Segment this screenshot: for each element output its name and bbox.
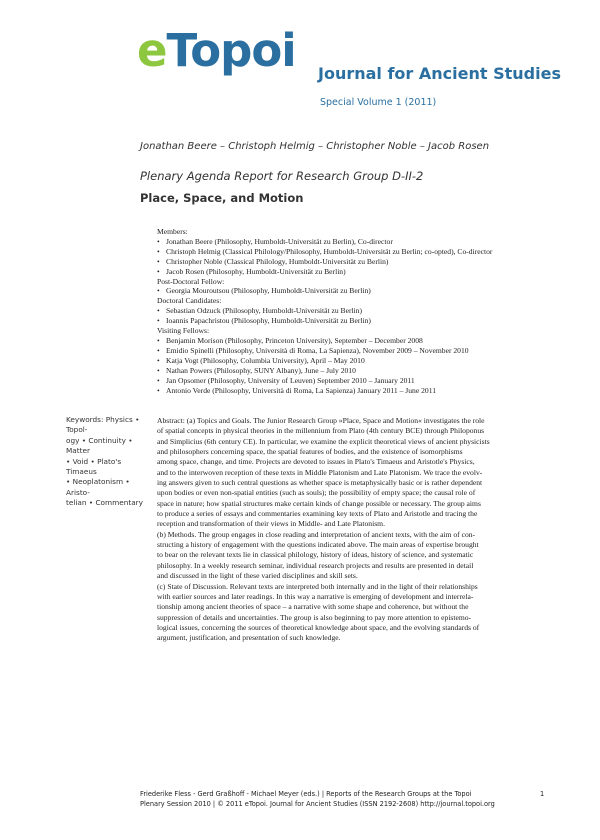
abstract-line: philosophy. In a weekly research seminar, individual research projects and results are presented in detail xyxy=(157,560,474,570)
abstract-line: and Simplicius (6th century CE). In particular, we examine the explicit theoretical views of ancient physicists xyxy=(157,436,490,446)
keywords-line: • Neoplatonism • Aristo- xyxy=(66,477,130,497)
visiting-item: • Nathan Powers (Philosophy, SUNY Albany), June – July 2010 xyxy=(157,366,557,376)
visiting-heading: Visiting Fellows: xyxy=(157,326,210,336)
abstract-line: and discussed in the light of these varied disciplines and skill sets. xyxy=(157,571,358,581)
report-title: Plenary Agenda Report for Research Group D-II-2 xyxy=(140,169,424,183)
authors: Jonathan Beere – Christoph Helmig – Christopher Noble – Jacob Rosen xyxy=(140,141,490,152)
abstract xyxy=(157,416,552,644)
abstract-line: structing a history of engagement with the questions indicated above. The main areas of expertise brought xyxy=(157,540,479,550)
visiting-item: • Antonio Verde (Philosophy, Università di Roma, La Sapienza) January 2011 – June 2011 xyxy=(157,386,557,396)
page-title: Place, Space, and Motion xyxy=(140,191,304,205)
abstract-line: of spatial concepts in physical theories in the millennium from Plato (4th century BCE) through Philoponus xyxy=(157,426,485,436)
keywords-line: Physics • Topol- xyxy=(66,415,140,435)
doctoral-item: • Ioannis Papachristou (Philosophy, Humboldt-Universität zu Berlin) xyxy=(157,316,557,326)
logo-e: e xyxy=(137,24,167,77)
footer-line: Friederike Fless - Gerd Graßhoff - Michael Meyer (eds.) | Reports of the Research Groups at the Topoi xyxy=(140,790,472,798)
abstract-line: to produce a series of essays and commentaries examining key texts of Plato and Aristotle and tracing the xyxy=(157,509,478,519)
postdoc-item: • Georgia Mouroutsou (Philosophy, Humboldt-Universität zu Berlin) xyxy=(157,286,557,296)
abstract-line: to bear on the relevant texts lie in classical philology, history of ideas, history of science, and systematic xyxy=(157,550,474,560)
keywords-line: • Void • Plato's Timaeus xyxy=(66,456,122,477)
members-heading: Members: xyxy=(157,227,188,236)
visiting-item: • Jan Opsomer (Philosophy, University of Leuven) September 2010 – January 2011 xyxy=(157,376,557,386)
keywords-line: telian • Commentary xyxy=(66,498,143,508)
member-item: • Christoph Helmig (Classical Philology/Philosophy, Humboldt-Universität zu Berlin; co-opted), Co-director xyxy=(157,247,557,257)
postdoc-heading: Post-Doctoral Fellow: xyxy=(157,276,225,286)
doctoral-heading: Doctoral Candidates: xyxy=(157,296,222,306)
abstract-line: among space, change, and time. Projects are devoted to issues in Plato's Timaeus and Aristotle's Physics, xyxy=(157,457,475,467)
abstract-line: argument, justification, and presentation of such knowledge. xyxy=(157,633,341,643)
abstract-line: with earlier sources and later readings. In this way a narrative is emerging of development and interrela- xyxy=(157,591,474,601)
footer-citation xyxy=(140,790,495,809)
member-item: • Jonathan Beere (Philosophy, Humboldt-Universität zu Berlin), Co-director xyxy=(157,237,557,247)
abstract-line: (b) Methods. The group engages in close reading and interpretation of ancient texts, with the aim of con- xyxy=(157,529,476,539)
abstract-line: reception and transformation of their views in Middle- and Late Platonism. xyxy=(157,519,385,529)
member-item: • Jacob Rosen (Philosophy, Humboldt-Universität zu Berlin) xyxy=(157,267,557,277)
abstract-line: logical issues, concerning the sources of theoretical knowledge about space, and the evolving standards of xyxy=(157,622,480,632)
abstract-line: and philosophers concerning space, the spatial features of bodies, and the existence of isomorphisms xyxy=(157,447,463,457)
special-volume: Special Volume 1 (2011) xyxy=(320,97,437,108)
visiting-item: • Emidio Spinelli (Philosophy, Università di Roma, La Sapienza), November 2009 – November 2010 xyxy=(157,346,557,356)
keywords-label: Keywords: xyxy=(66,415,104,424)
etopoi-logo xyxy=(137,24,296,77)
abstract-line: space in nature; how spatial structures make certain kinds of change possible or necessary. The group aims xyxy=(157,498,481,508)
abstract-line: ing answers given to such central questions as whether space is metaphysically basic or is rather dependent xyxy=(157,478,483,488)
footer-line: Plenary Session 2010 | © 2011 eTopoi. Journal for Ancient Studies (ISSN 2192-2608) http://journal.topoi.org xyxy=(140,799,495,808)
doctoral-item: • Sebastian Odzuck (Philosophy, Humboldt-Universität zu Berlin) xyxy=(157,306,557,316)
abstract-line: suppression of details and uncertainties. The group is also beginning to pay more attention to epistemo- xyxy=(157,612,472,622)
visiting-item: • Benjamin Morison (Philosophy, Princeton University), September – December 2008 xyxy=(157,336,557,346)
abstract-line: and to the interwoven reception of these texts in Middle Platonism and Late Platonism. We trace the evolv- xyxy=(157,467,483,477)
page-number: 1 xyxy=(540,790,545,798)
logo-topoi: Topoi xyxy=(166,24,296,77)
visiting-item: • Katja Vogt (Philosophy, Columbia University), April – May 2010 xyxy=(157,356,557,366)
members-section xyxy=(157,227,557,395)
abstract-line: tionship among ancient theories of space – a narrative with some shape and coherence, but without the xyxy=(157,602,469,612)
journal-name: Journal for Ancient Studies xyxy=(318,64,561,83)
keywords-line: ogy • Continuity • Matter xyxy=(66,435,133,456)
keywords-sidebar xyxy=(66,415,144,509)
abstract-line: (c) State of Discussion. Relevant texts are interpreted both internally and in the light of their relationships xyxy=(157,581,478,591)
member-item: • Christopher Noble (Classical Philology, Humboldt-Universität zu Berlin) xyxy=(157,257,557,267)
abstract-line: Abstract: (a) Topics and Goals. The Junior Research Group »Place, Space and Motion« investigates the role xyxy=(157,416,485,425)
abstract-line: upon bodies or even non-spatial entities (such as souls); the possibility of empty space; the causal role of xyxy=(157,488,476,498)
